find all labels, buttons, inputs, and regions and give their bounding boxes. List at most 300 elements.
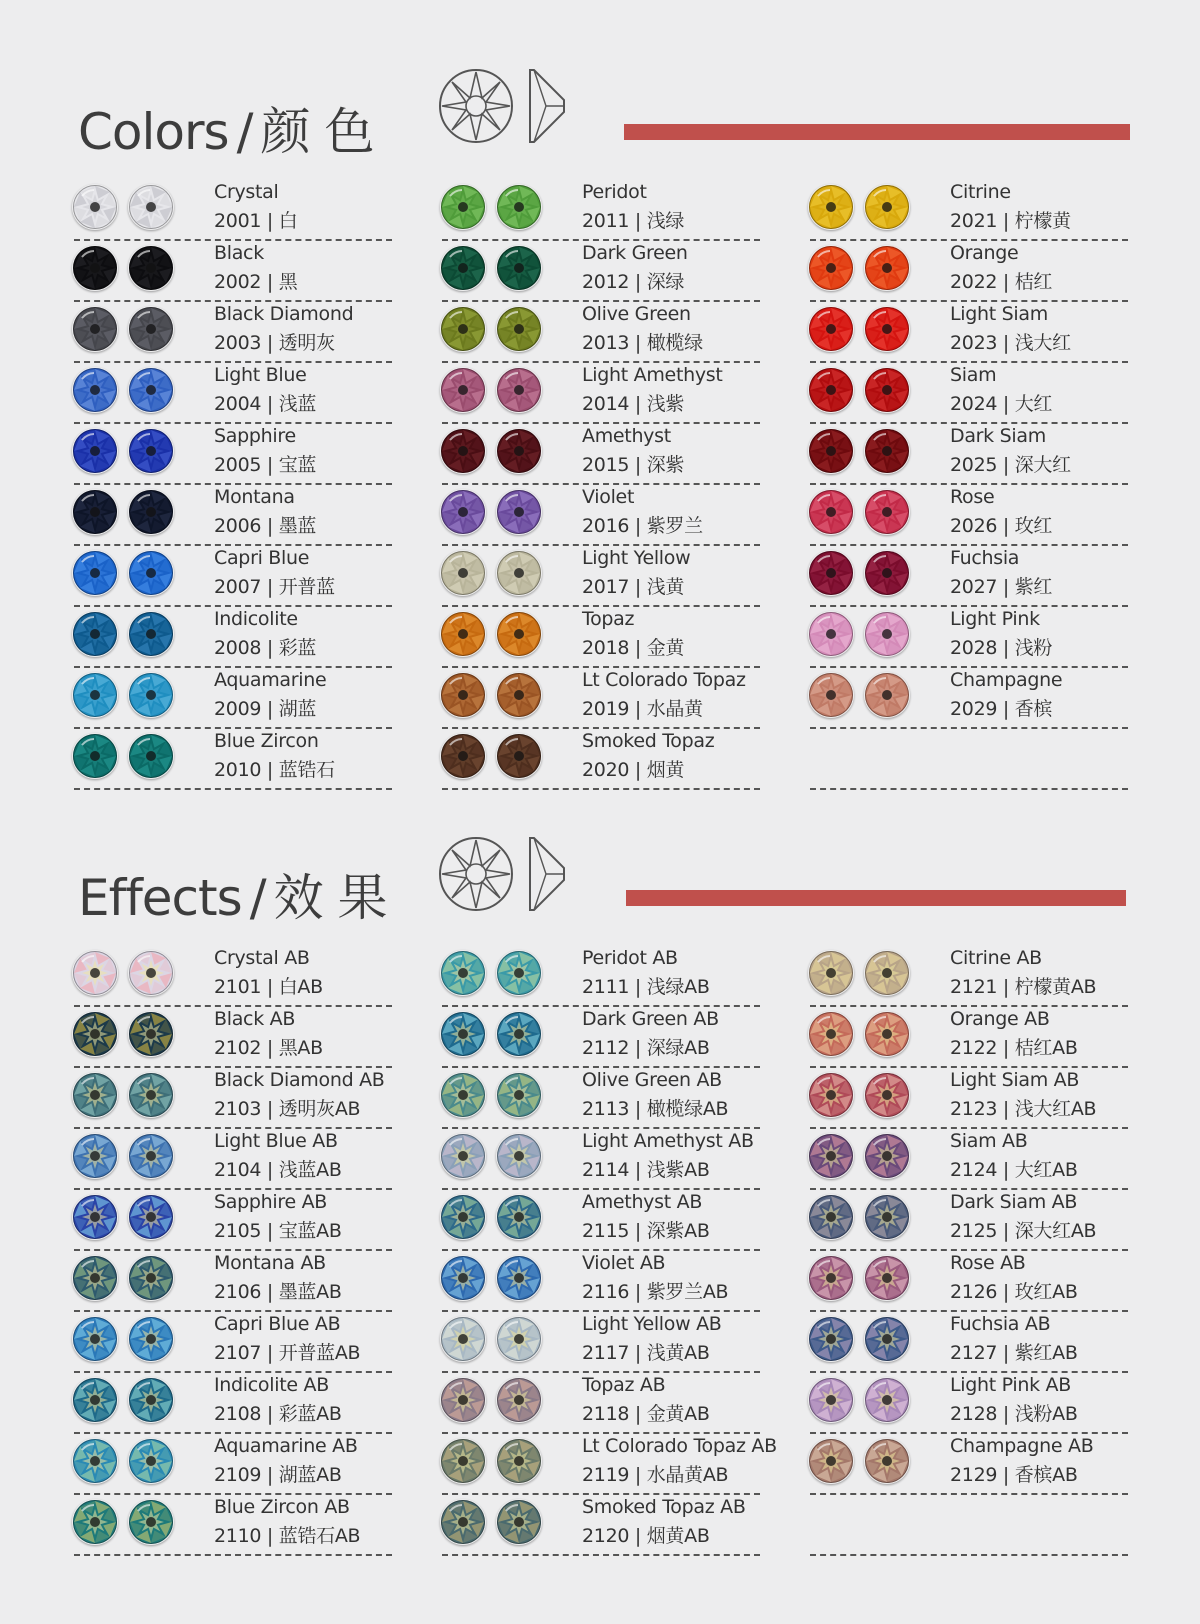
color-name: Smoked Topaz (582, 730, 715, 752)
rhinestone-swatch-icon (808, 489, 854, 535)
rhinestone-swatch-icon (496, 950, 542, 996)
color-name: Crystal (214, 181, 279, 203)
rhinestone-swatch-icon (72, 245, 118, 291)
rhinestone-swatch-icon (496, 550, 542, 596)
title-english: Colors (78, 103, 229, 161)
section-accent-bar (624, 124, 1130, 140)
rhinestone-swatch-icon (496, 306, 542, 352)
color-name: Black AB (214, 1008, 296, 1030)
color-name: Topaz (582, 608, 635, 630)
rhinestone-swatch-icon (496, 1316, 542, 1362)
rhinestone-swatch-icon (496, 1011, 542, 1057)
list-item (72, 668, 392, 729)
color-code: 2121 | 柠檬黄AB (950, 976, 1097, 998)
rhinestone-swatch-icon (440, 1438, 486, 1484)
color-code: 2127 | 紫红AB (950, 1342, 1078, 1364)
list-item (440, 1129, 760, 1190)
section-title (78, 858, 402, 930)
color-name: Light Yellow (582, 547, 691, 569)
color-name: Fuchsia (950, 547, 1020, 569)
list-item (440, 424, 760, 485)
rhinestone-swatch-icon (440, 672, 486, 718)
list-item (72, 485, 392, 546)
rhinestone-swatch-icon (72, 733, 118, 779)
list-item (808, 302, 1128, 363)
rhinestone-swatch-icon (496, 489, 542, 535)
rhinestone-swatch-icon (808, 1377, 854, 1423)
color-code: 2025 | 深大红 (950, 454, 1071, 476)
rhinestone-swatch-icon (72, 367, 118, 413)
color-code: 2009 | 湖蓝 (214, 698, 317, 720)
rhinestone-swatch-icon (440, 245, 486, 291)
color-code: 2103 | 透明灰AB (214, 1098, 361, 1120)
color-code: 2019 | 水晶黄 (582, 698, 703, 720)
rhinestone-swatch-icon (496, 1194, 542, 1240)
section-accent-bar (626, 890, 1126, 906)
color-code: 2005 | 宝蓝 (214, 454, 317, 476)
color-name: Lt Colorado Topaz (582, 669, 746, 691)
rhinestone-swatch-icon (496, 245, 542, 291)
section-title (78, 92, 388, 164)
title-slash: / (236, 103, 253, 161)
list-item (808, 1251, 1128, 1312)
color-name: Siam (950, 364, 997, 386)
color-code: 2104 | 浅蓝AB (214, 1159, 342, 1181)
rhinestone-swatch-icon (496, 1133, 542, 1179)
rhinestone-swatch-icon (128, 1377, 174, 1423)
rhinestone-swatch-icon (864, 306, 910, 352)
colors-column-2 (440, 180, 760, 790)
color-code: 2118 | 金黄AB (582, 1403, 710, 1425)
color-code: 2008 | 彩蓝 (214, 637, 317, 659)
title-chinese: 颜色 (260, 103, 389, 161)
list-item (72, 1373, 392, 1434)
color-code: 2007 | 开普蓝 (214, 576, 335, 598)
list-item (808, 363, 1128, 424)
rhinestone-swatch-icon (128, 733, 174, 779)
rhinestone-swatch-icon (864, 367, 910, 413)
color-code: 2023 | 浅大红 (950, 332, 1071, 354)
rhinestone-swatch-icon (496, 1438, 542, 1484)
list-item (72, 241, 392, 302)
color-name: Fuchsia AB (950, 1313, 1051, 1335)
list-item (440, 729, 760, 790)
list-item (808, 180, 1128, 241)
rhinestone-swatch-icon (864, 489, 910, 535)
color-name: Topaz AB (582, 1374, 666, 1396)
rhinestone-swatch-icon (808, 550, 854, 596)
rhinestone-swatch-icon (864, 611, 910, 657)
rhinestone-swatch-icon (72, 1133, 118, 1179)
list-item (440, 1434, 777, 1495)
rhinestone-swatch-icon (440, 367, 486, 413)
list-item (440, 302, 760, 363)
color-name: Light Amethyst AB (582, 1130, 754, 1152)
rhinestone-swatch-icon (864, 1255, 910, 1301)
list-item (72, 729, 392, 790)
color-name: Blue Zircon AB (214, 1496, 350, 1518)
color-name: Blue Zircon (214, 730, 319, 752)
color-name: Violet AB (582, 1252, 666, 1274)
rhinestone-swatch-icon (72, 428, 118, 474)
color-name: Lt Colorado Topaz AB (582, 1435, 777, 1457)
title-english: Effects (78, 869, 242, 927)
color-name: Capri Blue AB (214, 1313, 341, 1335)
color-name: Light Blue (214, 364, 307, 386)
rhinestone-swatch-icon (72, 1438, 118, 1484)
color-name: Light Pink AB (950, 1374, 1071, 1396)
rhinestone-swatch-icon (72, 550, 118, 596)
list-item (72, 946, 392, 1007)
list-item (808, 1068, 1128, 1129)
rhinestone-top-and-side-icon (438, 66, 578, 146)
color-code: 2029 | 香槟 (950, 698, 1053, 720)
rhinestone-swatch-icon (440, 1499, 486, 1545)
list-item (72, 1068, 392, 1129)
color-code: 2115 | 深紫AB (582, 1220, 710, 1242)
list-item (440, 241, 760, 302)
rhinestone-swatch-icon (808, 1316, 854, 1362)
color-name: Light Blue AB (214, 1130, 338, 1152)
color-name: Black Diamond AB (214, 1069, 385, 1091)
color-code: 2117 | 浅黄AB (582, 1342, 710, 1364)
rhinestone-swatch-icon (128, 428, 174, 474)
rhinestone-swatch-icon (440, 611, 486, 657)
color-name: Siam AB (950, 1130, 1028, 1152)
color-code: 2026 | 玫红 (950, 515, 1053, 537)
rhinestone-swatch-icon (496, 1072, 542, 1118)
rhinestone-swatch-icon (128, 1255, 174, 1301)
list-item (72, 1129, 392, 1190)
color-code: 2126 | 玫红AB (950, 1281, 1078, 1303)
rhinestone-swatch-icon (72, 950, 118, 996)
list-item (440, 546, 760, 607)
color-code: 2109 | 湖蓝AB (214, 1464, 342, 1486)
color-code: 2021 | 柠檬黄 (950, 210, 1071, 232)
color-name: Indicolite AB (214, 1374, 329, 1396)
rhinestone-swatch-icon (128, 611, 174, 657)
color-code: 2105 | 宝蓝AB (214, 1220, 342, 1242)
list-item (808, 424, 1128, 485)
effects-column-3 (808, 946, 1128, 1556)
color-code: 2020 | 烟黄 (582, 759, 685, 781)
list-item (440, 1495, 760, 1556)
color-name: Dark Siam AB (950, 1191, 1078, 1213)
list-item (808, 1373, 1128, 1434)
color-code: 2028 | 浅粉 (950, 637, 1053, 659)
rhinestone-swatch-icon (864, 428, 910, 474)
rhinestone-swatch-icon (128, 367, 174, 413)
color-name: Capri Blue (214, 547, 310, 569)
rhinestone-swatch-icon (128, 1499, 174, 1545)
rhinestone-swatch-icon (496, 1255, 542, 1301)
rhinestone-swatch-icon (864, 1316, 910, 1362)
color-name: Light Pink (950, 608, 1040, 630)
rhinestone-swatch-icon (496, 184, 542, 230)
color-code: 2106 | 墨蓝AB (214, 1281, 342, 1303)
color-code: 2110 | 蓝锆石AB (214, 1525, 361, 1547)
color-code: 2013 | 橄榄绿 (582, 332, 703, 354)
rhinestone-swatch-icon (808, 1438, 854, 1484)
color-name: Olive Green (582, 303, 691, 325)
rhinestone-swatch-icon (72, 1377, 118, 1423)
color-code: 2017 | 浅黄 (582, 576, 685, 598)
rhinestone-swatch-icon (440, 950, 486, 996)
color-name: Olive Green AB (582, 1069, 722, 1091)
color-name: Champagne AB (950, 1435, 1094, 1457)
rhinestone-swatch-icon (864, 1011, 910, 1057)
rhinestone-swatch-icon (72, 1072, 118, 1118)
list-item (72, 1312, 392, 1373)
list-item (808, 546, 1128, 607)
colors-column-1 (72, 180, 392, 790)
rhinestone-swatch-icon (128, 184, 174, 230)
rhinestone-swatch-icon (72, 611, 118, 657)
rhinestone-swatch-icon (808, 428, 854, 474)
rhinestone-swatch-icon (128, 1011, 174, 1057)
color-name: Peridot AB (582, 947, 678, 969)
color-name: Amethyst (582, 425, 671, 447)
color-name: Citrine AB (950, 947, 1042, 969)
effects-section (0, 820, 1200, 1624)
rhinestone-swatch-icon (128, 489, 174, 535)
color-code: 2123 | 浅大红AB (950, 1098, 1097, 1120)
color-code: 2101 | 白AB (214, 976, 323, 998)
list-item (72, 1434, 392, 1495)
color-code: 2125 | 深大红AB (950, 1220, 1097, 1242)
rhinestone-swatch-icon (72, 1194, 118, 1240)
rhinestone-swatch-icon (440, 1255, 486, 1301)
rhinestone-swatch-icon (496, 1377, 542, 1423)
list-item (440, 1007, 760, 1068)
rhinestone-swatch-icon (72, 1255, 118, 1301)
list-item (440, 1068, 760, 1129)
rhinestone-swatch-icon (72, 489, 118, 535)
rhinestone-diagram (438, 834, 578, 918)
color-name: Champagne (950, 669, 1063, 691)
color-code: 2006 | 墨蓝 (214, 515, 317, 537)
rhinestone-swatch-icon (808, 611, 854, 657)
list-item (440, 180, 760, 241)
rhinestone-swatch-icon (440, 184, 486, 230)
rhinestone-swatch-icon (496, 733, 542, 779)
title-slash: / (249, 869, 266, 927)
rhinestone-swatch-icon (808, 1194, 854, 1240)
rhinestone-swatch-icon (496, 367, 542, 413)
color-code: 2015 | 深紫 (582, 454, 685, 476)
list-item (72, 546, 392, 607)
rhinestone-swatch-icon (440, 1011, 486, 1057)
rhinestone-swatch-icon (440, 1072, 486, 1118)
color-name: Violet (582, 486, 635, 508)
color-code: 2012 | 深绿 (582, 271, 685, 293)
rhinestone-swatch-icon (808, 367, 854, 413)
color-name: Montana (214, 486, 295, 508)
color-name: Montana AB (214, 1252, 326, 1274)
color-name: Rose AB (950, 1252, 1026, 1274)
color-name: Black (214, 242, 264, 264)
color-name: Light Siam AB (950, 1069, 1080, 1091)
list-item (440, 668, 760, 729)
color-name: Sapphire AB (214, 1191, 328, 1213)
rhinestone-top-and-side-icon (438, 834, 578, 914)
color-name: Dark Green AB (582, 1008, 719, 1030)
color-code: 2003 | 透明灰 (214, 332, 335, 354)
rhinestone-swatch-icon (864, 1133, 910, 1179)
list-item (72, 607, 392, 668)
color-code: 2119 | 水晶黄AB (582, 1464, 729, 1486)
color-code: 2107 | 开普蓝AB (214, 1342, 361, 1364)
empty-row (808, 1495, 1128, 1556)
rhinestone-swatch-icon (440, 1133, 486, 1179)
rhinestone-swatch-icon (72, 1316, 118, 1362)
rhinestone-swatch-icon (864, 1438, 910, 1484)
list-item (808, 1312, 1128, 1373)
color-code: 2002 | 黑 (214, 271, 298, 293)
color-name: Crystal AB (214, 947, 310, 969)
rhinestone-swatch-icon (496, 611, 542, 657)
rhinestone-swatch-icon (440, 550, 486, 596)
color-name: Black Diamond (214, 303, 354, 325)
rhinestone-swatch-icon (72, 306, 118, 352)
list-item (440, 1190, 760, 1251)
color-code: 2010 | 蓝锆石 (214, 759, 335, 781)
color-code: 2108 | 彩蓝AB (214, 1403, 342, 1425)
color-name: Smoked Topaz AB (582, 1496, 746, 1518)
color-code: 2114 | 浅紫AB (582, 1159, 710, 1181)
list-item (72, 302, 392, 363)
list-item (808, 485, 1128, 546)
rhinestone-swatch-icon (128, 550, 174, 596)
list-item (808, 946, 1128, 1007)
color-code: 2024 | 大红 (950, 393, 1053, 415)
list-item (440, 363, 760, 424)
rhinestone-swatch-icon (440, 1316, 486, 1362)
rhinestone-swatch-icon (808, 1255, 854, 1301)
list-item (808, 1129, 1128, 1190)
list-item (72, 1251, 392, 1312)
color-code: 2122 | 桔红AB (950, 1037, 1078, 1059)
rhinestone-swatch-icon (440, 428, 486, 474)
color-name: Citrine (950, 181, 1011, 203)
list-item (440, 1312, 760, 1373)
list-item (440, 1251, 760, 1312)
list-item (72, 180, 392, 241)
color-code: 2001 | 白 (214, 210, 298, 232)
rhinestone-swatch-icon (808, 1133, 854, 1179)
list-item (440, 946, 760, 1007)
rhinestone-swatch-icon (864, 184, 910, 230)
color-code: 2116 | 紫罗兰AB (582, 1281, 729, 1303)
rhinestone-swatch-icon (72, 672, 118, 718)
rhinestone-swatch-icon (496, 672, 542, 718)
rhinestone-swatch-icon (496, 428, 542, 474)
list-item (72, 1190, 392, 1251)
rhinestone-swatch-icon (808, 245, 854, 291)
color-code: 2129 | 香槟AB (950, 1464, 1078, 1486)
color-name: Orange (950, 242, 1019, 264)
effects-column-2 (440, 946, 777, 1556)
rhinestone-swatch-icon (864, 1377, 910, 1423)
rhinestone-swatch-icon (440, 489, 486, 535)
rhinestone-swatch-icon (808, 306, 854, 352)
color-code: 2111 | 浅绿AB (582, 976, 710, 998)
color-name: Dark Siam (950, 425, 1046, 447)
color-code: 2014 | 浅紫 (582, 393, 685, 415)
list-item (72, 424, 392, 485)
rhinestone-swatch-icon (128, 950, 174, 996)
color-name: Light Siam (950, 303, 1048, 325)
list-item (808, 1190, 1128, 1251)
list-item (440, 607, 760, 668)
list-item (440, 1373, 760, 1434)
rhinestone-swatch-icon (808, 672, 854, 718)
color-code: 2011 | 浅绿 (582, 210, 685, 232)
rhinestone-swatch-icon (128, 306, 174, 352)
rhinestone-swatch-icon (864, 550, 910, 596)
rhinestone-swatch-icon (128, 1133, 174, 1179)
color-code: 2112 | 深绿AB (582, 1037, 710, 1059)
color-name: Light Yellow AB (582, 1313, 722, 1335)
list-item (808, 607, 1128, 668)
rhinestone-swatch-icon (864, 950, 910, 996)
rhinestone-swatch-icon (440, 1377, 486, 1423)
rhinestone-swatch-icon (440, 306, 486, 352)
rhinestone-swatch-icon (808, 184, 854, 230)
color-code: 2128 | 浅粉AB (950, 1403, 1078, 1425)
color-name: Sapphire (214, 425, 296, 447)
color-code: 2124 | 大红AB (950, 1159, 1078, 1181)
color-code: 2113 | 橄榄绿AB (582, 1098, 729, 1120)
title-chinese: 效果 (273, 869, 402, 927)
list-item (808, 1007, 1128, 1068)
rhinestone-swatch-icon (72, 1499, 118, 1545)
rhinestone-swatch-icon (128, 245, 174, 291)
color-name: Aquamarine AB (214, 1435, 358, 1457)
color-code: 2022 | 桔红 (950, 271, 1053, 293)
rhinestone-swatch-icon (808, 1011, 854, 1057)
rhinestone-swatch-icon (72, 1011, 118, 1057)
color-name: Indicolite (214, 608, 298, 630)
list-item (808, 241, 1128, 302)
list-item (808, 1434, 1128, 1495)
rhinestone-swatch-icon (864, 1194, 910, 1240)
color-name: Peridot (582, 181, 647, 203)
rhinestone-swatch-icon (496, 1499, 542, 1545)
rhinestone-swatch-icon (808, 1072, 854, 1118)
color-name: Dark Green (582, 242, 688, 264)
rhinestone-diagram (438, 66, 578, 150)
rhinestone-swatch-icon (128, 672, 174, 718)
color-code: 2018 | 金黄 (582, 637, 685, 659)
rhinestone-swatch-icon (440, 1194, 486, 1240)
empty-row (808, 729, 1128, 790)
color-code: 2016 | 紫罗兰 (582, 515, 703, 537)
list-item (440, 485, 760, 546)
color-code: 2102 | 黑AB (214, 1037, 323, 1059)
colors-column-3 (808, 180, 1128, 790)
rhinestone-swatch-icon (440, 733, 486, 779)
rhinestone-swatch-icon (128, 1072, 174, 1118)
list-item (72, 1007, 392, 1068)
color-code: 2027 | 紫红 (950, 576, 1053, 598)
effects-column-1 (72, 946, 392, 1556)
list-item (72, 363, 392, 424)
color-name: Rose (950, 486, 995, 508)
rhinestone-swatch-icon (128, 1316, 174, 1362)
rhinestone-swatch-icon (864, 1072, 910, 1118)
rhinestone-swatch-icon (864, 245, 910, 291)
